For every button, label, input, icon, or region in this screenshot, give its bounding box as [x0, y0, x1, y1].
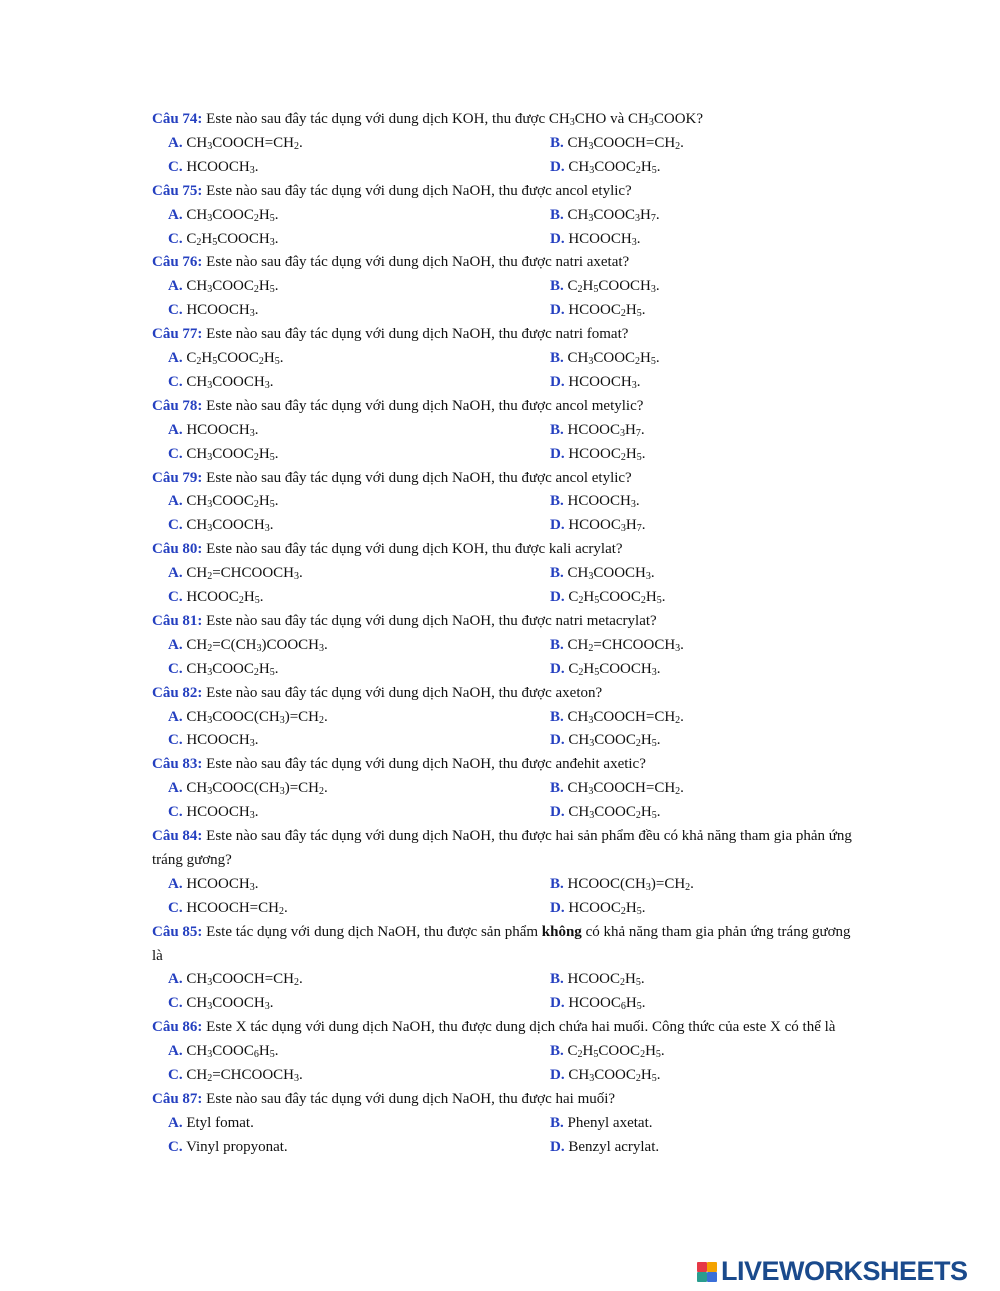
- option-letter: A.: [168, 1114, 183, 1131]
- option-letter: C.: [168, 1138, 183, 1155]
- option-letter: B.: [550, 875, 564, 892]
- option-letter: B.: [550, 350, 564, 367]
- option-letter: A.: [168, 206, 183, 223]
- question-stem: [152, 1016, 852, 1040]
- option-letter: B.: [550, 1114, 564, 1131]
- answer-option-b[interactable]: [550, 204, 660, 228]
- question-block: [152, 467, 852, 539]
- option-text: $HCOOC_2H_5$.: [182, 589, 264, 607]
- option-text: Benzyl acrylat.: [564, 1138, 660, 1155]
- option-letter: A.: [168, 1043, 183, 1060]
- answer-option-a[interactable]: [168, 1112, 254, 1136]
- option-letter: B.: [550, 421, 564, 438]
- answer-option-c[interactable]: [168, 729, 258, 753]
- answer-option-a[interactable]: [168, 873, 258, 897]
- option-text: $HCOOC_2H_5$.: [563, 971, 645, 989]
- option-text: $CH_3COOC_2H_5$.: [564, 158, 661, 176]
- answer-options: [152, 419, 852, 467]
- question-block: [152, 825, 852, 921]
- question-block: [152, 753, 852, 825]
- option-letter: D.: [550, 899, 565, 916]
- option-text: $CH_3COOCH=CH_2$.: [182, 134, 303, 152]
- answer-option-d[interactable]: [550, 514, 645, 538]
- option-text: $CH_3COOC(CH_3)=CH_2$.: [182, 708, 328, 726]
- option-letter: D.: [550, 660, 565, 677]
- option-letter: A.: [168, 350, 183, 367]
- option-letter: D.: [550, 517, 565, 534]
- option-text: $C_2H_5COOC_2H_5$.: [182, 350, 284, 368]
- option-letter: A.: [168, 565, 183, 582]
- answer-option-c[interactable]: [168, 1136, 288, 1160]
- answer-option-b[interactable]: [550, 562, 655, 586]
- question-text: Este nào sau đây tác dụng với dung dịch NaOH, thu được natri axetat?: [202, 254, 630, 271]
- option-letter: D.: [550, 732, 565, 749]
- option-text: $CH_3COOCH_3$.: [182, 517, 274, 535]
- option-text: $CH_3COOC_2H_5$.: [563, 350, 660, 368]
- answer-option-d[interactable]: [550, 228, 640, 252]
- question-block: [152, 1088, 852, 1160]
- option-text: $CH_3COOCH_3$.: [182, 373, 274, 391]
- option-text: $CH_3COOCH=CH_2$.: [182, 971, 303, 989]
- answer-option-a[interactable]: [168, 777, 328, 801]
- answer-option-a[interactable]: [168, 347, 283, 371]
- option-text: $HCOOCH_3$.: [182, 732, 259, 750]
- option-letter: C.: [168, 517, 183, 534]
- answer-option-b[interactable]: [550, 706, 684, 730]
- answer-option-a[interactable]: [168, 275, 278, 299]
- option-text: $CH_3COOCH_3$.: [182, 995, 274, 1013]
- answer-option-d[interactable]: [550, 371, 640, 395]
- option-letter: A.: [168, 708, 183, 725]
- option-text: $C_2H_5COOC_2H_5$.: [563, 1043, 665, 1061]
- answer-option-b[interactable]: [550, 490, 640, 514]
- answer-options: [152, 1040, 852, 1088]
- question-number: Câu 82:: [152, 684, 203, 701]
- option-text: $HCOOC_6H_5$.: [564, 995, 646, 1013]
- option-letter: C.: [168, 899, 183, 916]
- option-letter: D.: [550, 373, 565, 390]
- option-text: $HCOOC_3H_7$.: [564, 517, 646, 535]
- option-text: $HCOOCH_3$.: [563, 493, 640, 511]
- answer-option-c[interactable]: [168, 299, 258, 323]
- answer-option-a[interactable]: [168, 132, 303, 156]
- answer-options: [152, 562, 852, 610]
- question-text: Este nào sau đây tác dụng với dung dịch NaOH, thu được hai sản phẩm đều có khả năng tham gia phản ứng tráng gương?: [152, 828, 852, 868]
- answer-option-c[interactable]: [168, 586, 263, 610]
- answer-option-d[interactable]: [550, 586, 665, 610]
- option-letter: C.: [168, 995, 183, 1012]
- question-number: Câu 78:: [152, 397, 203, 414]
- option-text: $CH_3COOC_2H_5$.: [182, 660, 279, 678]
- question-number: Câu 87:: [152, 1090, 203, 1107]
- option-text: $HCOOCH_3$.: [182, 421, 259, 439]
- question-text: Este nào sau đây tác dụng với dung dịch KOH, thu được $CH_3CHO$ và $CH_3COOK$?: [202, 111, 704, 128]
- answer-option-d[interactable]: [550, 992, 645, 1016]
- option-text: $CH_2=CHCOOCH_3$.: [563, 636, 684, 654]
- question-block: [152, 682, 852, 754]
- option-letter: A.: [168, 134, 183, 151]
- option-letter: A.: [168, 971, 183, 988]
- answer-options: [152, 634, 852, 682]
- option-text: $CH_3COOC_3H_7$.: [563, 206, 660, 224]
- question-text: Este nào sau đây tác dụng với dung dịch NaOH, thu được ancol metylic?: [202, 397, 644, 414]
- answer-option-a[interactable]: [168, 204, 278, 228]
- option-letter: C.: [168, 445, 183, 462]
- question-stem: [152, 682, 852, 706]
- question-number: Câu 81:: [152, 612, 203, 629]
- option-text: $HCOOC_3H_7$.: [563, 421, 645, 439]
- option-text: $HCOOC_2H_5$.: [564, 445, 646, 463]
- question-text: Este nào sau đây tác dụng với dung dịch NaOH, thu được ancol etylic?: [202, 469, 632, 486]
- question-stem: [152, 395, 852, 419]
- option-text: $HCOOCH_3$.: [564, 230, 641, 248]
- question-text: Este nào sau đây tác dụng với dung dịch NaOH, thu được axeton?: [202, 684, 603, 701]
- question-number: Câu 75:: [152, 182, 203, 199]
- question-text: Este nào sau đây tác dụng với dung dịch NaOH, thu được hai muối?: [202, 1090, 616, 1107]
- option-text: $HCOOCH_3$.: [182, 302, 259, 320]
- answer-options: [152, 873, 852, 921]
- option-letter: C.: [168, 660, 183, 677]
- question-stem: [152, 467, 852, 491]
- question-stem: [152, 538, 852, 562]
- question-text: Este tác dụng với dung dịch NaOH, thu được sản phẩm không có khả năng tham gia phản ứng tráng gương là: [152, 923, 851, 964]
- logo-text: LIVEWORKSHEETS: [721, 1256, 968, 1286]
- question-block: [152, 1016, 852, 1088]
- option-text: $C_2H_5COOCH_3$.: [564, 660, 661, 678]
- option-text: $CH_3COOCH=CH_2$.: [563, 708, 684, 726]
- option-letter: A.: [168, 875, 183, 892]
- option-text: $HCOOC(CH_3)=CH_2$.: [563, 875, 694, 893]
- question-block: [152, 921, 852, 1017]
- option-text: $CH_2=CHCOOCH_3$.: [182, 1067, 303, 1085]
- question-text: Este nào sau đây tác dụng với dung dịch NaOH, thu được natri metacrylat?: [202, 612, 657, 629]
- answer-option-b[interactable]: [550, 968, 645, 992]
- question-number: Câu 74:: [152, 111, 203, 127]
- option-text: Vinyl propyonat.: [182, 1138, 288, 1155]
- answer-option-d[interactable]: [550, 801, 660, 825]
- answer-option-a[interactable]: [168, 1040, 278, 1064]
- answer-option-d[interactable]: [550, 897, 645, 921]
- answer-option-b[interactable]: [550, 634, 684, 658]
- answer-option-d[interactable]: [550, 1136, 659, 1160]
- answer-option-c[interactable]: [168, 443, 278, 467]
- option-text: $CH_3COOC_2H_5$.: [182, 445, 279, 463]
- option-letter: C.: [168, 1067, 183, 1084]
- option-text: $CH_3COOCH_3$.: [563, 565, 655, 583]
- option-text: $C_2H_5COOCH_3$.: [563, 278, 660, 296]
- question-stem: [152, 825, 852, 873]
- option-letter: D.: [550, 158, 565, 175]
- option-text: $CH_2=CHCOOCH_3$.: [182, 565, 303, 583]
- question-stem: [152, 610, 852, 634]
- answer-option-d[interactable]: [550, 443, 645, 467]
- answer-options: [152, 1112, 852, 1160]
- option-letter: A.: [168, 780, 183, 797]
- answer-option-a[interactable]: [168, 706, 328, 730]
- answer-option-a[interactable]: [168, 634, 328, 658]
- answer-option-b[interactable]: [550, 1040, 665, 1064]
- answer-option-c[interactable]: [168, 228, 278, 252]
- question-number: Câu 79:: [152, 469, 203, 486]
- option-text: $HCOOC_2H_5$.: [564, 302, 646, 320]
- option-letter: C.: [168, 804, 183, 821]
- option-text: $CH_3COOC_6H_5$.: [182, 1043, 279, 1061]
- option-letter: B.: [550, 134, 564, 151]
- question-block: [152, 323, 852, 395]
- answer-option-c[interactable]: [168, 156, 258, 180]
- answer-options: [152, 132, 852, 180]
- answer-option-b[interactable]: [550, 419, 645, 443]
- answer-option-a[interactable]: [168, 968, 303, 992]
- option-letter: C.: [168, 732, 183, 749]
- worksheet: [152, 108, 852, 1160]
- answer-option-a[interactable]: [168, 490, 278, 514]
- option-letter: A.: [168, 636, 183, 653]
- question-stem: [152, 1088, 852, 1112]
- option-text: $HCOOCH_3$.: [182, 158, 259, 176]
- question-stem: [152, 323, 852, 347]
- option-text: $HCOOCH_3$.: [564, 373, 641, 391]
- question-text: Este X tác dụng với dung dịch NaOH, thu được dung dịch chứa hai muối. Công thức của este X có thể là: [202, 1019, 836, 1036]
- answer-option-b[interactable]: [550, 873, 694, 897]
- question-number: Câu 85:: [152, 923, 203, 940]
- logo-mark-square: [697, 1262, 707, 1272]
- option-text: $CH_3COOC_2H_5$.: [564, 804, 661, 822]
- option-text: $HCOOC_2H_5$.: [564, 899, 646, 917]
- answer-options: [152, 347, 852, 395]
- option-letter: C.: [168, 589, 183, 606]
- question-block: [152, 610, 852, 682]
- question-text: Este nào sau đây tác dụng với dung dịch NaOH, thu được anđehit axetic?: [202, 756, 646, 773]
- question-block: [152, 180, 852, 252]
- option-letter: B.: [550, 971, 564, 988]
- answer-option-c[interactable]: [168, 897, 288, 921]
- option-letter: C.: [168, 230, 183, 247]
- answer-option-d[interactable]: [550, 729, 660, 753]
- answer-option-b[interactable]: [550, 347, 660, 371]
- option-text: $CH_3COOC_2H_5$.: [564, 1067, 661, 1085]
- question-block: [152, 108, 852, 180]
- answer-option-b[interactable]: [550, 275, 660, 299]
- option-letter: D.: [550, 1067, 565, 1084]
- option-letter: D.: [550, 302, 565, 319]
- option-text: $CH_2=C(CH_3)COOCH_3$.: [182, 636, 328, 654]
- answer-options: [152, 706, 852, 754]
- answer-option-c[interactable]: [168, 514, 273, 538]
- answer-option-c[interactable]: [168, 992, 273, 1016]
- answer-option-d[interactable]: [550, 156, 660, 180]
- option-text: $CH_3COOC(CH_3)=CH_2$.: [182, 780, 328, 798]
- option-text: $CH_3COOCH=CH_2$.: [563, 134, 684, 152]
- question-stem: [152, 180, 852, 204]
- option-text: $CH_3COOC_2H_5$.: [564, 732, 661, 750]
- answer-option-c[interactable]: [168, 658, 278, 682]
- answer-options: [152, 275, 852, 323]
- option-letter: A.: [168, 493, 183, 510]
- option-text: Etyl fomat.: [182, 1114, 254, 1131]
- answer-option-d[interactable]: [550, 658, 660, 682]
- question-number: Câu 76:: [152, 254, 203, 271]
- option-letter: B.: [550, 780, 564, 797]
- option-text: $CH_3COOC_2H_5$.: [182, 278, 279, 296]
- answer-option-d[interactable]: [550, 299, 645, 323]
- option-text: $CH_3COOC_2H_5$.: [182, 493, 279, 511]
- answer-option-a[interactable]: [168, 562, 303, 586]
- question-stem: [152, 753, 852, 777]
- option-letter: A.: [168, 421, 183, 438]
- answer-option-b[interactable]: [550, 1112, 653, 1136]
- question-text: Este nào sau đây tác dụng với dung dịch NaOH, thu được natri fomat?: [202, 326, 629, 343]
- option-letter: C.: [168, 158, 183, 175]
- option-text: $CH_3COOC_2H_5$.: [182, 206, 279, 224]
- question-number: Câu 77:: [152, 326, 203, 343]
- option-letter: B.: [550, 493, 564, 510]
- option-letter: D.: [550, 1138, 565, 1155]
- option-letter: A.: [168, 278, 183, 295]
- answer-option-c[interactable]: [168, 1064, 303, 1088]
- answer-options: [152, 968, 852, 1016]
- question-number: Câu 84:: [152, 828, 203, 845]
- option-text: $HCOOCH_3$.: [182, 875, 259, 893]
- question-text: Este nào sau đây tác dụng với dung dịch NaOH, thu được ancol etylic?: [202, 182, 632, 199]
- question-stem: [152, 251, 852, 275]
- option-text: $HCOOCH=CH_2$.: [182, 899, 288, 917]
- question-number: Câu 86:: [152, 1019, 203, 1036]
- answer-option-b[interactable]: [550, 777, 684, 801]
- answer-option-c[interactable]: [168, 801, 258, 825]
- option-letter: D.: [550, 589, 565, 606]
- option-text: $HCOOCH_3$.: [182, 804, 259, 822]
- option-letter: D.: [550, 230, 565, 247]
- option-letter: B.: [550, 278, 564, 295]
- option-letter: B.: [550, 565, 564, 582]
- option-letter: D.: [550, 804, 565, 821]
- question-text: Este nào sau đây tác dụng với dung dịch KOH, thu được kali acrylat?: [202, 541, 623, 558]
- answer-options: [152, 204, 852, 252]
- option-letter: B.: [550, 206, 564, 223]
- question-number: Câu 83:: [152, 756, 203, 773]
- logo-mark-square: [707, 1272, 717, 1282]
- option-letter: B.: [550, 636, 564, 653]
- option-letter: D.: [550, 445, 565, 462]
- option-letter: D.: [550, 995, 565, 1012]
- question-number: Câu 80:: [152, 541, 203, 558]
- option-letter: B.: [550, 1043, 564, 1060]
- option-letter: C.: [168, 302, 183, 319]
- answer-option-c[interactable]: [168, 371, 273, 395]
- logo-mark-square: [697, 1272, 707, 1282]
- option-letter: B.: [550, 708, 564, 725]
- question-block: [152, 251, 852, 323]
- logo-mark-icon: [697, 1262, 717, 1282]
- option-text: $CH_3COOCH=CH_2$.: [563, 780, 684, 798]
- logo-mark-square: [707, 1262, 717, 1272]
- question-stem: [152, 108, 852, 132]
- option-text: $C_2H_5COOC_2H_5$.: [564, 589, 666, 607]
- answer-option-d[interactable]: [550, 1064, 660, 1088]
- option-text: Phenyl axetat.: [563, 1114, 653, 1131]
- answer-options: [152, 490, 852, 538]
- answer-options: [152, 777, 852, 825]
- answer-option-a[interactable]: [168, 419, 258, 443]
- question-block: [152, 395, 852, 467]
- question-stem: [152, 921, 852, 969]
- option-letter: C.: [168, 373, 183, 390]
- liveworksheets-logo: [697, 1258, 968, 1285]
- question-block: [152, 538, 852, 610]
- answer-option-b[interactable]: [550, 132, 684, 156]
- option-text: $C_2H_5COOCH_3$.: [182, 230, 279, 248]
